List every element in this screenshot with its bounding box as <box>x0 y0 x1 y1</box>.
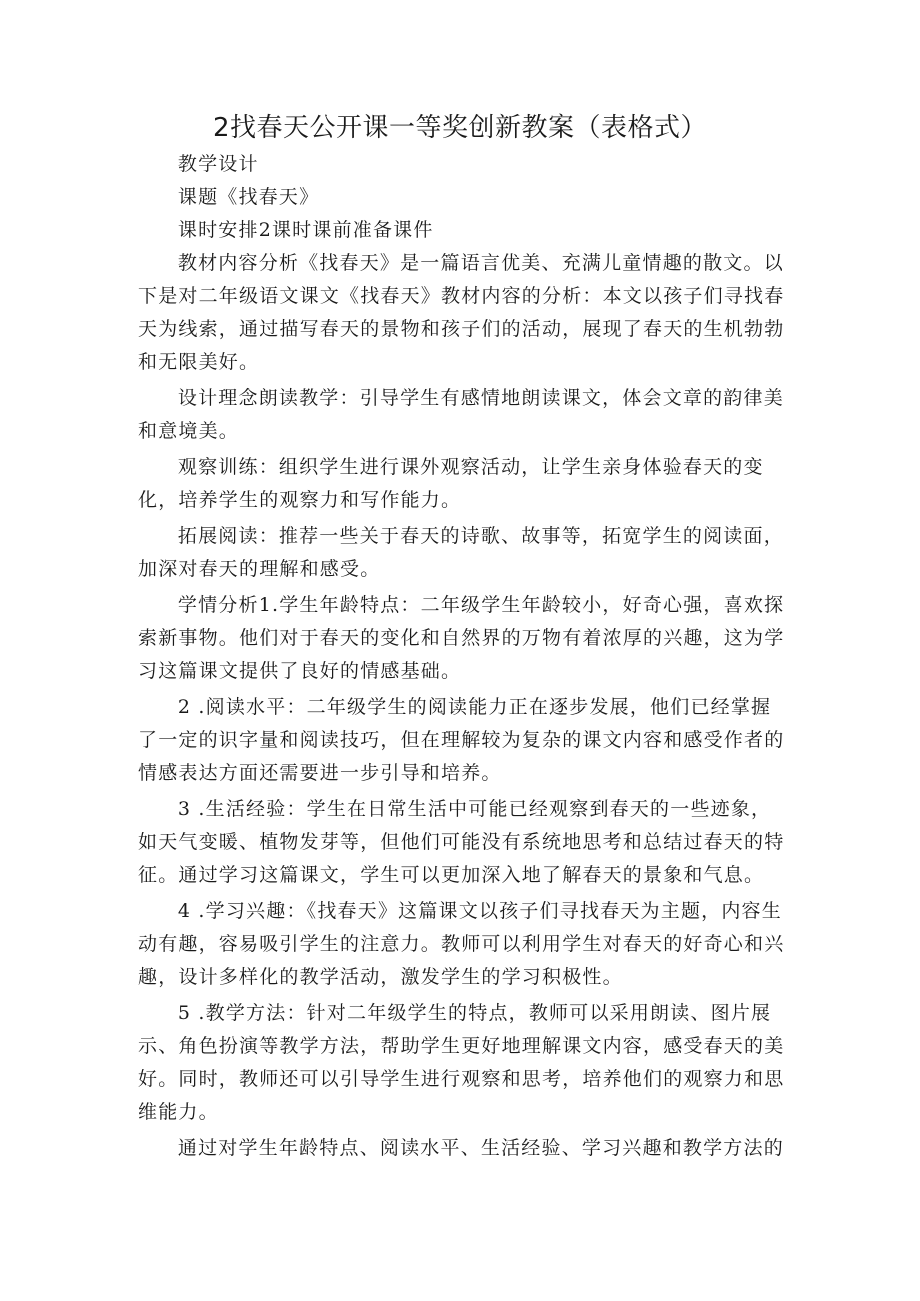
document-body <box>138 148 788 1165</box>
paragraph-material-analysis: 教材内容分析《找春天》是一篇语言优美、充满儿童情趣的散文。以下是对二年级语文课文《找春天》教材内容的分析：本文以孩子们寻找春天为线索，通过描写春天的景物和孩子们的活动，展现了春天的生机勃勃和无限美好。 <box>138 252 785 373</box>
paragraph-schedule: 课时安排2课时课前准备课件 <box>177 219 434 241</box>
document-title: 2找春天公开课一等奖创新教案（表格式） <box>212 113 708 143</box>
paragraph-observation-training: 观察训练：组织学生进行课外观察活动，让学生亲身体验春天的变化，培养学生的观察力和写作能力。 <box>138 456 764 511</box>
paragraph-reading-level: 2 .阅读水平：二年级学生的阅读能力正在逐步发展，他们已经掌握了一定的识字量和阅读技巧，但在理解较为复杂的课文内容和感受作者的情感表达方面还需要进一步引导和培养。 <box>138 696 785 784</box>
paragraph-student-analysis: 学情分析1.学生年龄特点：二年级学生年龄较小，好奇心强，喜欢探索新事物。他们对于春天的变化和自然界的万物有着浓厚的兴趣，这为学习这篇课文提供了良好的情感基础。 <box>138 594 785 682</box>
paragraph-lesson-topic: 课题《找春天》 <box>177 186 320 208</box>
paragraph-life-experience: 3 .生活经验：学生在日常生活中可能已经观察到春天的一些迹象，如天气变暖、植物发芽等，但他们可能没有系统地思考和总结过春天的特征。通过学习这篇课文，学生可以更加深入地了解春天的景象和气息。 <box>138 798 785 886</box>
paragraph-learning-interest: 4 .学习兴趣：《找春天》这篇课文以孩子们寻找春天为主题，内容生动有趣，容易吸引学生的注意力。教师可以利用学生对春天的好奇心和兴趣，设计多样化的教学活动，激发学生的学习积极性。 <box>138 900 785 988</box>
paragraph-summary: 通过对学生年龄特点、阅读水平、生活经验、学习兴趣和教学方法的 <box>177 1137 784 1159</box>
paragraph-extended-reading: 拓展阅读：推荐一些关于春天的诗歌、故事等，拓宽学生的阅读面，加深对春天的理解和感受。 <box>138 525 784 580</box>
paragraph-design-concept: 设计理念朗读教学：引导学生有感情地朗读课文，体会文章的韵律美和意境美。 <box>138 387 784 442</box>
paragraph-teaching-method: 5 .教学方法：针对二年级学生的特点，教师可以采用朗读、图片展示、角色扮演等教学方法，帮助学生更好地理解课文内容，感受春天的美好。同时，教师还可以引导学生进行观察和思考，培养他们的观察力和思维能力。 <box>138 1002 785 1123</box>
paragraph-teaching-design: 教学设计 <box>177 153 259 175</box>
